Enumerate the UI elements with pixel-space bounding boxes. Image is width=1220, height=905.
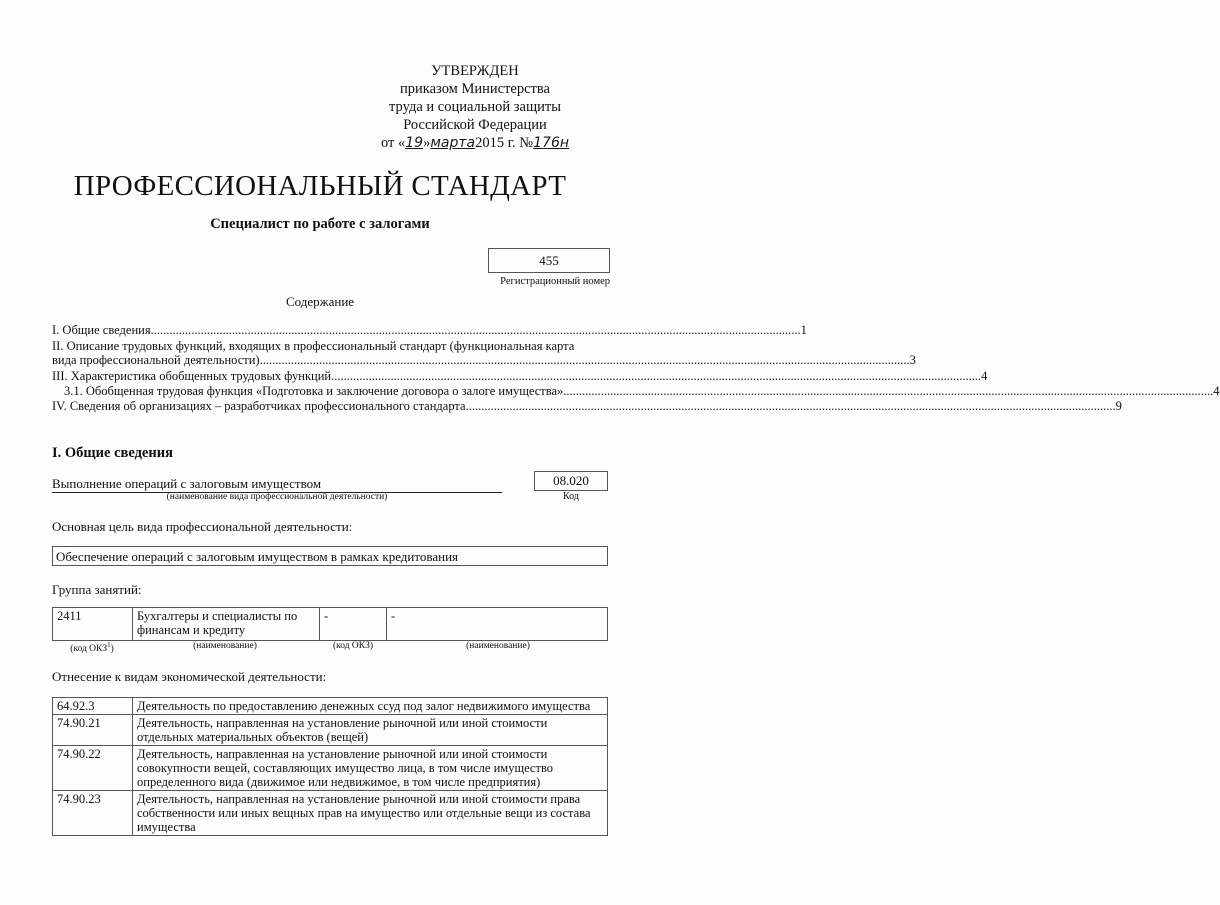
table-row <box>53 698 608 715</box>
registration-number-label: Регистрационный номер <box>500 276 610 287</box>
date-sep: » <box>423 135 431 151</box>
okz-code-cell: 2411 <box>53 608 133 641</box>
toc-item-2[interactable] <box>52 339 916 367</box>
okved-name-cell: Деятельность по предоставлению денежных ссуд под залог недвижимого имущества <box>133 698 608 715</box>
groups-label: Группа занятий: <box>52 582 142 597</box>
okved-code-cell: 74.90.21 <box>53 715 133 746</box>
standard-name: Специалист по работе с залогами <box>210 216 430 232</box>
approval-line-labor: труда и социальной защиты <box>389 99 561 115</box>
approval-date-line <box>340 134 610 152</box>
okz-code-hint: (код ОКЗ$^1$) <box>70 641 114 655</box>
contents-title: Содержание <box>285 294 355 309</box>
okz-name-hint-2: (наименование) <box>466 641 530 651</box>
toc-item-1[interactable] <box>52 323 807 337</box>
okz-code-cell-2: - <box>320 608 387 641</box>
okved-name-cell: Деятельность, направленная на установление рыночной или иной стоимости права собственности или иных вещных прав на имущество или отдельные вещи из состава имущества <box>133 791 608 836</box>
registration-number-box: 455 <box>488 248 610 273</box>
date-year: 2015 г. № <box>475 135 534 151</box>
date-prefix: от « <box>380 135 406 151</box>
okved-code-cell: 64.92.3 <box>53 698 133 715</box>
goal-label: Основная цель вида профессиональной деятельности: <box>52 519 353 534</box>
toc-page: 9 <box>1115 399 1122 413</box>
activity-name: Выполнение операций с залоговым имуществом <box>52 476 502 493</box>
occupation-groups-table <box>52 607 608 641</box>
okz-name-cell-2: - <box>387 608 608 641</box>
document-title: ПРОФЕССИОНАЛЬНЫЙ СТАНДАРТ <box>73 170 567 202</box>
activity-code-label: Код <box>563 491 579 502</box>
table-row <box>53 791 608 836</box>
okz-code-hint-2: (код ОКЗ) <box>332 641 374 651</box>
table-row <box>53 746 608 791</box>
approval-line-federation: Российской Федерации <box>403 117 547 133</box>
approval-title: УТВЕРЖДЕН <box>431 63 519 79</box>
toc-item-text: I. Общие сведения <box>52 323 151 337</box>
toc-item-3-1[interactable] <box>64 384 1220 398</box>
goal-box: Обеспечение операций с залоговым имуществом в рамках кредитования <box>52 546 608 566</box>
toc-leader: ................................................................................................................................................................................................................ <box>563 384 1214 398</box>
toc-item-3[interactable] <box>52 369 988 383</box>
toc-item-text: II. Описание трудовых функций, входящих в профессиональный стандарт (функциональная карта <box>52 339 575 353</box>
order-number: 176н <box>533 135 570 151</box>
toc-leader: ................................................................................................................................................................................................................ <box>331 369 982 383</box>
approval-block <box>340 62 610 152</box>
okved-name-cell: Деятельность, направленная на установление рыночной или иной стоимости отдельных материальных объектов (вещей) <box>133 715 608 746</box>
toc-page: 3 <box>909 353 916 367</box>
okz-name-hint: (наименование) <box>193 641 257 651</box>
date-month: марта <box>430 135 476 151</box>
toc-leader: ................................................................................................................................................................................................................ <box>150 323 801 337</box>
okved-name-cell: Деятельность, направленная на установление рыночной или иной стоимости совокупности вещей, составляющих имущество лица, в том числе имущество определенного вида (движимое или недвижимое, в том числе предприятия) <box>133 746 608 791</box>
toc-leader: ................................................................................................................................................................................................................ <box>259 353 910 367</box>
okved-code-cell: 74.90.22 <box>53 746 133 791</box>
section-heading: I. Общие сведения <box>52 445 173 461</box>
date-day: 19 <box>405 135 424 151</box>
activity-code-box: 08.020 <box>534 471 608 491</box>
okved-label: Отнесение к видам экономической деятельности: <box>52 669 327 684</box>
toc-item-4[interactable] <box>52 399 1122 413</box>
toc-leader: ................................................................................................................................................................................................................ <box>465 399 1116 413</box>
okved-table <box>52 697 608 836</box>
toc-item-text: III. Характеристика обобщенных трудовых функций <box>52 369 332 383</box>
activity-name-hint: (наименование вида профессиональной деятельности) <box>166 492 388 502</box>
toc-item-text: IV. Сведения об организациях – разработчиках профессионального стандарта <box>52 399 466 413</box>
approval-line-ministry: приказом Министерства <box>400 81 550 97</box>
table-row <box>53 608 608 641</box>
okved-code-cell: 74.90.23 <box>53 791 133 836</box>
toc-page: 4 <box>981 369 988 383</box>
toc-page: 1 <box>800 323 807 337</box>
toc-item-text-cont: вида профессиональной деятельности) <box>52 353 260 367</box>
toc-item-text: 3.1. Обобщенная трудовая функция «Подготовка и заключение договора о залоге имущества» <box>64 384 564 398</box>
table-row <box>53 715 608 746</box>
okz-name-cell: Бухгалтеры и специалисты по финансам и кредиту <box>133 608 320 641</box>
toc-page: 4 <box>1213 384 1220 398</box>
